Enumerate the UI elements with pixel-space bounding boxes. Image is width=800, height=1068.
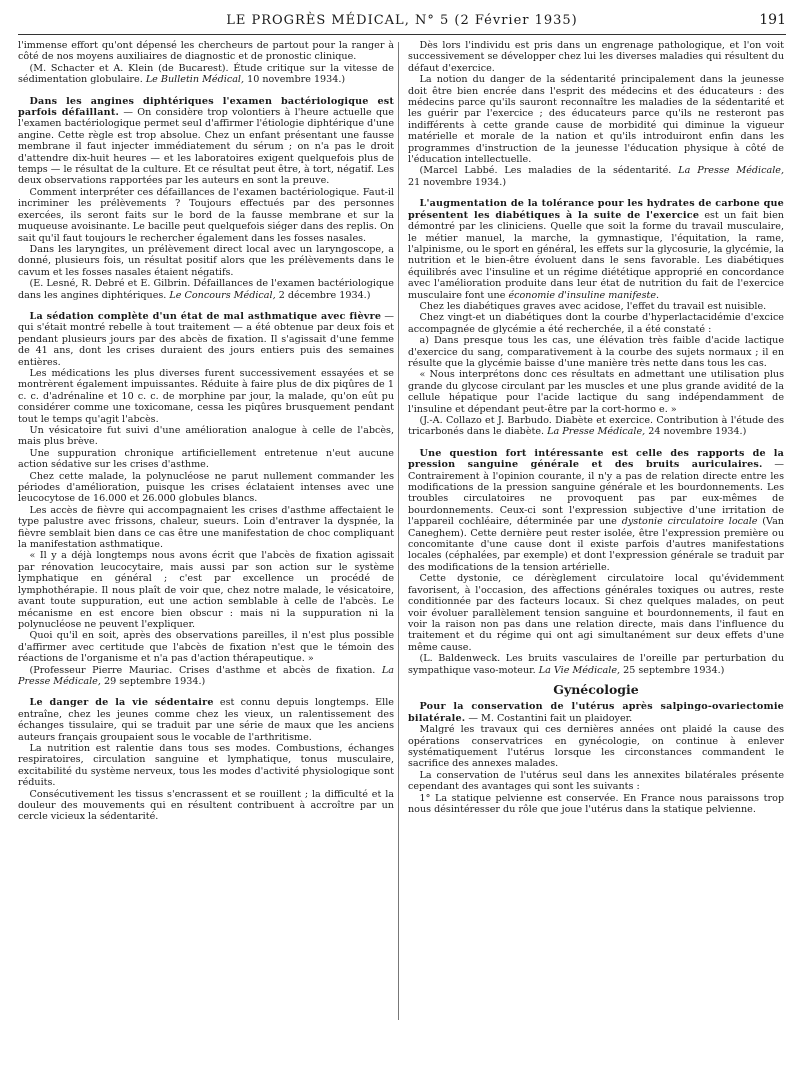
paragraph: Les accès de fièvre qui accompagnaient les crises d'asthme affectaient le type palustre avec frissons, chaleur, sueurs. Loin d'entraver la dyspnée, la fièvre semblait bien dans ce cas être une manifestation de choc compliquant la manifestation asthmatique.: [18, 504, 394, 551]
article-gynecologie: [408, 701, 784, 815]
paragraph-text: — Contrairement à l'opinion courante, il n'y a pas de relation directe entre les modifications de la pression sanguine générale et les bourdonnements. Les troubles circulatoires ne provoquent pas par eux-mêmes de bourdonnements. Ceux-ci sont l'expression subjective d'une irritation de l'appareil cochléaire, déterminée par une: [408, 459, 784, 528]
column-divider: [398, 42, 399, 1020]
paragraph: Un vésicatoire fut suivi d'une amélioration analogue à celle de l'abcès, mais plus brève.: [18, 425, 394, 448]
paragraph: Cette dystonie, ce dérèglement circulatoire local qu'évidemment favorisent, à l'occasion, des affections générales toxiques ou autres, reste conditionnée par des facteurs locaux. Si chez quelques malades, on peut voir évoluer parallèlement tension sanguine et bourdonnements, il faut en voir la raison non pas dans une relation directe, mais dans l'influence du traitement et du régime qui ont agi simultanément sur deux effets d'une même cause.: [408, 573, 784, 653]
article-sedentaire: [18, 697, 394, 822]
paragraph: Dans les laryngites, un prélèvement direct local avec un laryngoscope, a donné, plusieurs fois, un résultat positif alors que les prélèvements dans le cavum et les fosses nasales étaient négatifs.: [18, 243, 394, 278]
reference-journal: La Presse Médicale,: [547, 426, 646, 438]
article-bruits-auriculaires: [408, 448, 784, 676]
reference: [408, 165, 784, 188]
paragraph: l'immense effort qu'ont dépensé les chercheurs de partout pour la ranger à côté de nos moyens auxiliaires de diagnostic et de pronostic clinique.: [18, 40, 394, 63]
reference-authors: (L. Baldenweck. Les bruits vasculaires de l'oreille par perturbation du sympathique vaso-moteur.: [408, 653, 784, 676]
paragraph: [18, 697, 394, 743]
article-title: Pour la conservation de l'utérus après salpingo-ovariectomie bilatérale.: [408, 701, 784, 724]
paragraph: La notion du danger de la sédentarité principalement dans la jeunesse doit être bien encrée dans l'esprit des médecins et des éducateurs : des médecins parce qu'ils sauront reconnaître les maladies de la sédentarité et les guérir par l'exercice ; des éducateurs parce qu'ils ne resteront pas indifférents à cette grande cause de morbidité qui diminue la vigueur matérielle et morale de la nation et qu'ils introduiront enfin dans les programmes d'instruction de la jeunesse l'éducation physique à côté de l'éducation intellectuelle.: [408, 74, 784, 166]
page-number: 191: [759, 12, 786, 28]
paragraph: La nutrition est ralentie dans tous ses modes. Combustions, échanges respiratoires, circulation sanguine et lymphatique, tonus musculaire, excitabilité du système nerveux, tous les modes d'activité physiologique sont réduits.: [18, 742, 394, 789]
paragraph: Dès lors l'individu est pris dans un engrenage pathologique, et l'on voit successivement se développer chez lui les diverses maladies qui résultent du défaut d'exercice.: [408, 40, 784, 74]
reference-journal: Le Bulletin Médical,: [145, 74, 245, 86]
reference-date: 21 novembre 1934.): [408, 176, 507, 188]
reference-date: 24 novembre 1934.): [648, 426, 747, 438]
paragraph: [18, 96, 394, 187]
article-title: La sédation complète d'un état de mal asthmatique avec fièvre: [29, 310, 382, 322]
paragraph: « Nous interprétons donc ces résultats en admettant une utilisation plus grande du glycose circulant par les muscles et une plus grande avidité de la cellule hépatique pour l'acide lactique du sang indépendamment de l'insuline et dépendant peut-être par la cort-hormo e. »: [408, 369, 784, 415]
paragraph: [408, 448, 784, 573]
paragraph-text: est connu depuis longtemps. Elle entraîne, chez les jeunes comme chez les vieux, un ralentissement des échanges tissulaire, qui se traduit par une série de maux que les anciens auteurs français groupaient sous le vocable de l'arthritisme.: [18, 697, 394, 743]
paragraph: [408, 701, 784, 724]
reference-journal: La Presse Médicale,: [678, 165, 784, 177]
reference: [18, 278, 394, 301]
paragraph: a) Dans presque tous les cas, une élévation très faible d'acide lactique d'exercice du sang, comparativement à la courbe des sujets normaux ; il en résulte que la glycémie baisse d'une manière très nette dans tous les cas.: [408, 335, 784, 369]
reference-authors: (Marcel Labbé. Les maladies de la sédentarité.: [419, 165, 672, 177]
paragraph: Consécutivement les tissus s'encrassent et se rouillent ; la difficulté et la douleur des mouvements qui en résultent contribuent à accroître par un cercle vicieux la sédentarité.: [18, 788, 394, 823]
reference-date: 29 septembre 1934.): [103, 675, 206, 687]
paragraph-text: est un fait bien démontré par les cliniciens. Quelle que soit la forme du travail musculaire, le métier manuel, la marche, la gymnastique, l'équitation, la rame, l'alpinisme, ou le sport en général, les effets sur la glycosurie, la glycémie, la nutrition et le bien-être évoluent dans le sens favorable. Les diabétiques équilibrés avec l'insuline et un régime diététique approprié en concordance avec l'amélioration produite dans leur état de nutrition du fait de l'exercice musculaire font une: [408, 209, 784, 301]
article-title: Dans les angines diphtériques l'examen bactériologique est parfois défaillant.: [18, 95, 394, 119]
paragraph: 1° La statique pelvienne est conservée. En France nous paraissons trop nous désintéresser du rôle que joue l'utérus dans la statique pelvienne.: [408, 792, 784, 815]
paragraph-text: — qui s'était montré rebelle à tout traitement — a été obtenue par deux fois et pendant plusieurs jours par des abcès de fixation. Il s'agissait d'une femme de 41 ans, dont les crises duraient des jours entiers puis des semaines entières.: [18, 310, 394, 368]
article-title: Le danger de la vie sédentaire: [29, 697, 214, 709]
article-title: L'augmentation de la tolérance pour les hydrates de carbone que présentent les diabétiques à la suite de l'exercice: [408, 198, 784, 221]
paragraph: « Il y a déjà longtemps nous avons écrit que l'abcès de fixation agissait par rénovation leucocytaire, mais aussi par son action sur le système lymphatique en général ; c'est par excellence un procédé de lymphothérapie. Il nous plaît de voir que, chez notre malade, le vésicatoire, avant toute suppuration, eut une action semblable à celle de l'abcès. Le mécanisme en est encore bien obscur : mais ni la suppuration ni la polynucléose ne peuvent l'expliquer.: [18, 550, 394, 630]
reference-authors: (E. Lesné, R. Debré et E. Gilbrin. Défaillances de l'examen bactériologique dans les angines diphtériques.: [18, 278, 394, 301]
reference: [408, 653, 784, 676]
reference: [18, 63, 394, 86]
emphasis-text: économie d'insuline manifeste.: [508, 289, 660, 301]
reference-authors: (Professeur Pierre Mauriac. Crises d'asthme et abcès de fixation.: [29, 664, 376, 676]
running-header: [18, 8, 786, 35]
paragraph: Chez cette malade, la polynucléose ne parut nullement commander les périodes d'amélioration, puisque les crises éclataient intenses avec une leucocytose de 16.000 et 26.000 globules blancs.: [18, 470, 394, 505]
paragraph: [408, 198, 784, 301]
paragraph: La conservation de l'utérus seul dans les annexites bilatérales présente cependant des avantages qui sont les suivants :: [408, 769, 784, 793]
article-title: Une question fort intéressante est celle des rapports de la pression sanguine générale et des bruits auriculaires.: [408, 447, 784, 471]
paragraph: [18, 311, 394, 368]
article-sedimentation-end: [18, 40, 394, 86]
article-angines: [18, 96, 394, 301]
reference-journal: Le Concours Médical,: [169, 289, 276, 301]
reference-journal: La Vie Médicale,: [538, 664, 621, 676]
article-sedation: [18, 311, 394, 687]
reference: [408, 415, 784, 438]
paragraph-text: — On considère trop volontiers à l'heure actuelle que l'examen bactériologique permet seul d'affirmer l'étiologie diphtérique d'une angine. Cette règle est trop absolue. Chez un enfant présentant une fausse membrane il faut injecter immédiatement du sérum ; on n'a pas le droit d'attendre dix-huit heures — et les laboratoires exigent quelquefois plus de temps — le résultat de la culture. Et ce résultat peut être, à tort, négatif. Les deux observations rapportées par les auteurs en sont la preuve.: [18, 107, 394, 187]
reference-journal: La Presse Médicale,: [18, 664, 394, 687]
article-hydrates: [408, 198, 784, 438]
left-column: [18, 40, 394, 1050]
paragraph: Comment interpréter ces défaillances de l'examen bactériologique. Faut-il incriminer les prélèvements ? Toujours effectués par des personnes exercées, ils seront faits sur le bord de la fausse membrane et sur la muqueuse avoisinante. Le bacille peut quelquefois siéger dans des replis. On sait qu'il faut toujours le rechercher également dans les fosses nasales.: [18, 186, 394, 244]
paragraph: Chez vingt-et un diabétiques dont la courbe d'hyperlactacidémie d'excice accompagnée de glycémie a été recherchée, il a été constaté :: [408, 312, 784, 335]
article-sedentaire-continued: [408, 40, 784, 188]
paragraph: Les médications les plus diverses furent successivement essayées et se montrèrent également impuissantes. Réduite à faire plus de dix piqûres de 1 c. c. d'adrénaline et 10 c. c. de morphine par jour, la malade, qu'on eût pu considérer comme une toxicomane, cessa les piqûres brusquement pendant tout le temps qu'agit l'abcès.: [18, 367, 394, 425]
paragraph: Quoi qu'il en soit, après des observations pareilles, il n'est plus possible d'affirmer avec certitude que l'abcès de fixation n'est que le témoin des réactions de l'organisme et n'a pas d'action thérapeutique. »: [18, 630, 394, 665]
reference-date: 2 décembre 1934.): [278, 289, 371, 301]
reference-date: 25 septembre 1934.): [623, 664, 725, 676]
reference: [18, 665, 394, 688]
paragraph: Une suppuration chronique artificiellement entretenue n'eut aucune action sédative sur les crises d'asthme.: [18, 447, 394, 471]
reference-authors: (J.-A. Collazo et J. Barbudo. Diabète et exercice. Contribution à l'étude des tricarbonés dans le diabète.: [408, 415, 784, 438]
paragraph-text: (Van Caneghem). Cette dernière peut rester isolée, être l'expression première ou concomitante d'une cause dont il existe parfois d'autres manifestations locales (céphalées, par exemple) et dont l'expression générale se traduit par des modifications de la tension artérielle.: [408, 516, 784, 573]
paragraph-text: — M. Costantini fait un plaidoyer.: [468, 712, 633, 724]
reference-date: 10 novembre 1934.): [247, 74, 346, 86]
right-column: [408, 40, 784, 1050]
section-heading-gynecologie: Gynécologie: [553, 681, 639, 697]
paragraph: Chez les diabétiques graves avec acidose, l'effet du travail est nuisible.: [419, 300, 767, 312]
paragraph: Malgré les travaux qui ces dernières années ont plaidé la cause des opérations conservatrices en gynécologie, on continue à enlever systématiquement l'utérus lorsque les circonstances commandent le sacrifice des annexes malades.: [408, 724, 784, 770]
emphasis-text: dystonie circulatoire locale: [621, 516, 758, 528]
reference-authors: (M. Schacter et A. Klein (de Bucarest). Étude critique sur la vitesse de sédimentation globulaire.: [18, 62, 394, 86]
journal-title: LE PROGRÈS MÉDICAL, N° 5 (2 Février 1935): [226, 13, 578, 28]
